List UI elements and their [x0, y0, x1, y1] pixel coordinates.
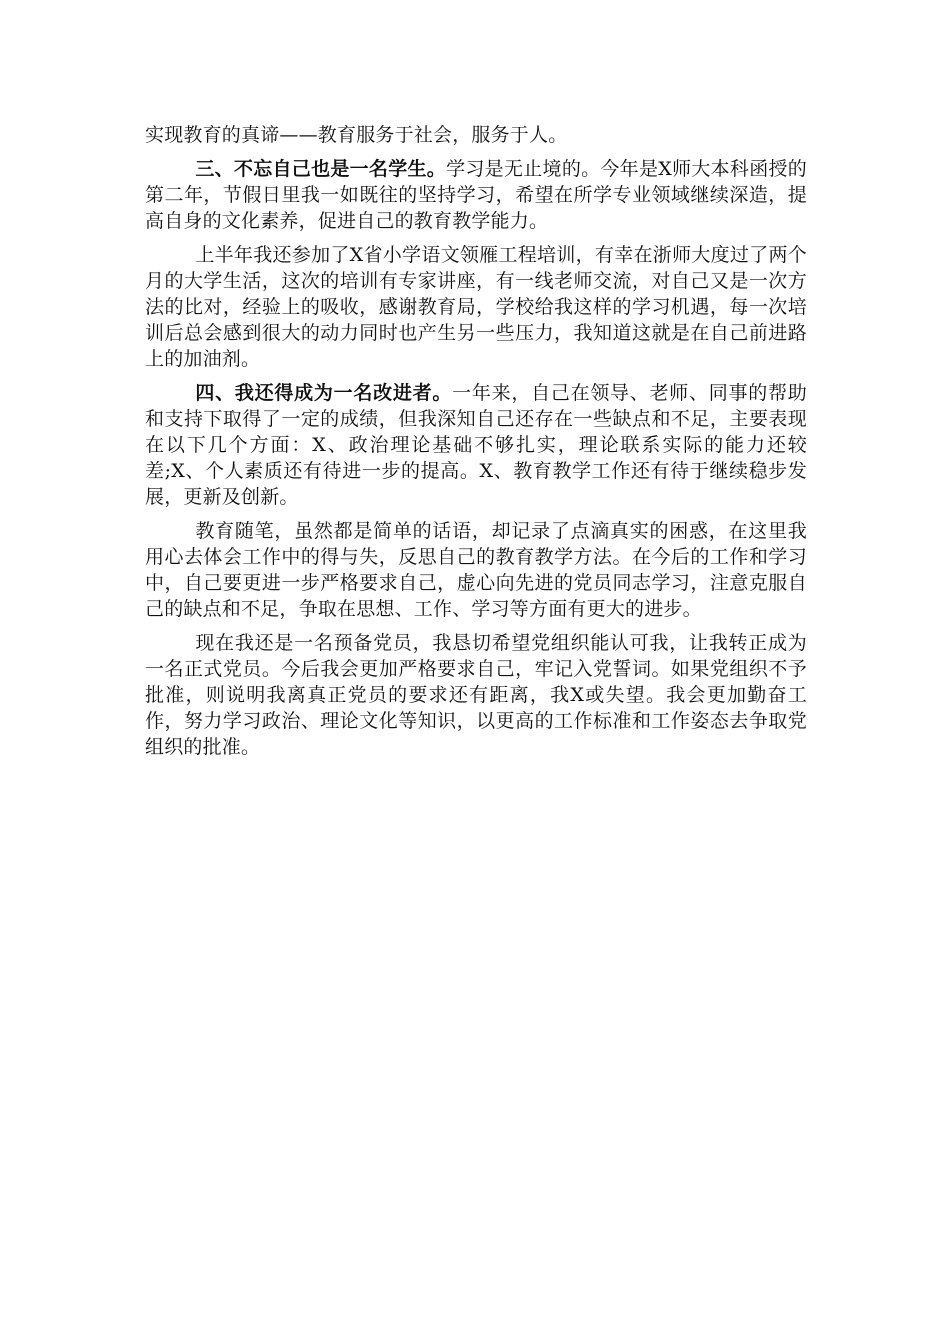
paragraph-6-text: 现在我还是一名预备党员，我恳切希望党组织能认可我，让我转正成为一名正式党员。今后我会更加严格要求自己，牢记入党誓词。如果党组织不予批准，则说明我离真正党员的要求还有距离，我X或失望。我会更加勤奋工作，努力学习政治、理论文化等知识，以更高的工作标准和工作姿态去争取党组织的批准。: [145, 632, 807, 758]
document-body: [145, 122, 807, 768]
paragraph-4: [145, 380, 807, 510]
paragraph-1-text: 实现教育的真谛——教育服务于社会，服务于人。: [145, 124, 568, 146]
paragraph-6: [145, 630, 807, 760]
paragraph-5-text: 教育随笔，虽然都是简单的话语，却记录了点滴真实的困惑，在这里我用心去体会工作中的得与失，反思自己的教育教学方法。在今后的工作和学习中，自己要更进一步严格要求自己，虚心向先进的党员同志学习，注意克服自己的缺点和不足，争取在思想、工作、学习等方面有更大的进步。: [145, 520, 807, 620]
paragraph-3-text: 上半年我还参加了X省小学语文领雁工程培训，有幸在浙师大度过了两个月的大学生活，这次的培训有专家讲座，有一线老师交流，对自己又是一次方法的比对，经验上的吸收，感谢教育局，学校给我这样的学习机遇，每一次培训后总会感到很大的动力同时也产生另一些压力，我知道这就是在自己前进路上的加油剂。: [145, 244, 807, 370]
paragraph-5: [145, 518, 807, 622]
paragraph-2-text: 学习是无止境的。今年是X师大本科函授的第二年，节假日里我一如既往的坚持学习，希望在所学专业领域继续深造，提高自身的文化素养，促进自己的教育教学能力。: [145, 158, 807, 232]
paragraph-4-text: 一年来，自己在领导、老师、同事的帮助和支持下取得了一定的成绩，但我深知自己还存在一些缺点和不足，主要表现在以下几个方面：X、政治理论基础不够扎实，理论联系实际的能力还较差;X、个人素质还有待进一步的提高。X、教育教学工作还有待于继续稳步发展，更新及创新。: [145, 382, 807, 508]
paragraph-3: [145, 242, 807, 372]
section-heading-3: 三、不忘自己也是一名学生。: [195, 158, 447, 180]
paragraph-1: [145, 122, 807, 148]
paragraph-2: [145, 156, 807, 234]
section-heading-4: 四、我还得成为一名改进者。: [195, 382, 453, 404]
